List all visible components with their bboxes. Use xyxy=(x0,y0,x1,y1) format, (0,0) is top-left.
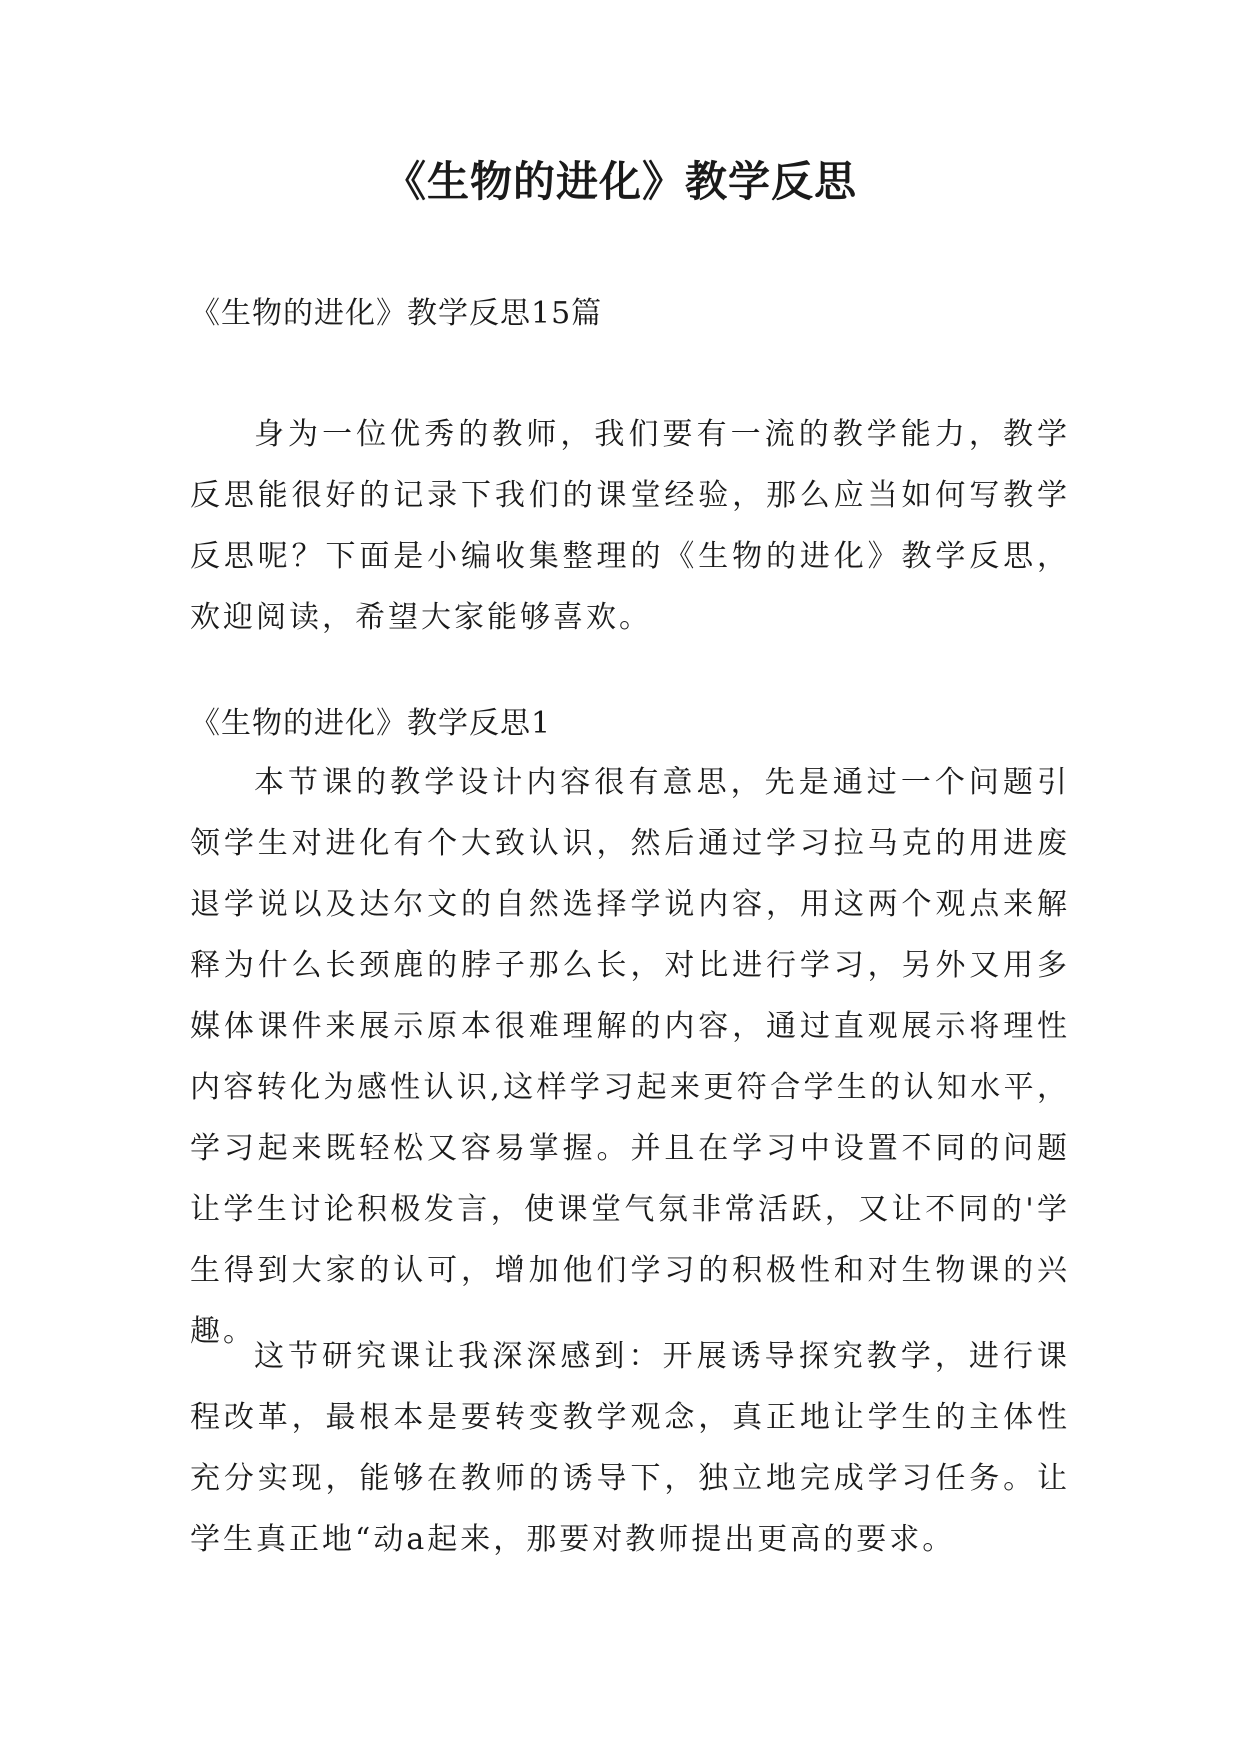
body-paragraph: 本节课的教学设计内容很有意思，先是通过一个问题引领学生对进化有个大致认识，然后通过学习拉马克的用进废退学说以及达尔文的自然选择学说内容，用这两个观点来解释为什么长颈鹿的脖子那么长，对比进行学习，另外又用多媒体课件来展示原本很难理解的内容，通过直观展示将理性内容转化为感性认识,这样学习起来更符合学生的认知水平，学习起来既轻松又容易掌握。并且在学习中设置不同的问题让学生讨论积极发言，使课堂气氛非常活跃，又让不同的'学生得到大家的认可，增加他们学习的积极性和对生物课的兴趣。 xyxy=(190,765,1070,1349)
document-subtitle: 《生物的进化》教学反思15篇 xyxy=(190,296,603,331)
body-paragraph: 这节研究课让我深深感到：开展诱导探究教学，进行课程改革，最根本是要转变教学观念，真正地让学生的主体性充分实现，能够在教师的诱导下，独立地完成学习任务。让学生真正地“动a起来，那要对教师提出更高的要求。 xyxy=(190,1339,1070,1557)
section-heading: 《生物的进化》教学反思1 xyxy=(190,706,552,741)
document-title: 《生物的进化》教学反思 xyxy=(383,157,857,206)
intro-paragraph: 身为一位优秀的教师，我们要有一流的教学能力，教学反思能很好的记录下我们的课堂经验，那么应当如何写教学反思呢？下面是小编收集整理的《生物的进化》教学反思，欢迎阅读，希望大家能够喜欢。 xyxy=(190,417,1070,635)
